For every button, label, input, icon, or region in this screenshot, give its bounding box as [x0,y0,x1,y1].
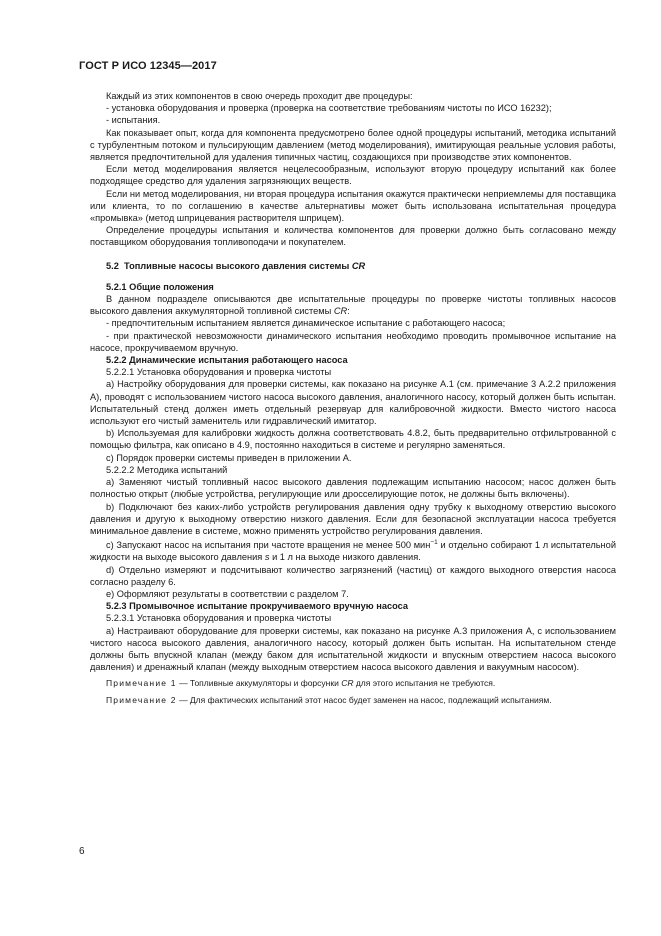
clause-heading: 5.2.3.1 Установка оборудования и проверка чистоты [106,613,332,624]
paragraph: Каждый из этих компонентов в свою очередь проходит две процедуры: [106,91,413,101]
note-label: Примечание 1 [106,678,177,689]
list-item: b) Подключают без каких-либо устройств регулирования давления одну трубку к выходному отверстию высокого давления и другую к выходному отверстию низкого давления. Если для безопасной эксплуатации насоса требуется минимальное давление в системе, можно применять устройство регулирования давления. [90,501,616,536]
text-run: c) Запускают насос на испытания при частоте вращения не менее 500 мин [106,540,431,551]
list-item: d) Отдельно измеряют и подсчитывают количество загрязнений (частиц) от каждого выходного отверстия насоса согласно разделу 6. [90,564,616,587]
list-item: - при практической невозможности динамического испытания необходимо проводить промывочное испытание на насосе, прокручиваемом вручную. [90,330,616,353]
clause-heading: 5.2.2.1 Установка оборудования и проверка чистоты [106,367,332,378]
list-item: - установка оборудования и проверка (проверка на соответствие требованиям чистоты по ИСО 16232); [106,103,552,114]
paragraph: Если метод моделирования является нецелесообразным, используют вторую процедуру испытаний как более подходящее средство для удаления загрязняющих веществ. [90,164,616,187]
text-run: и отдельно собирают 1 л испытательной жидкости на выходе высокого давления [90,540,616,563]
text-italic: s [264,552,270,563]
list-item [90,537,616,563]
note-1 [90,678,616,690]
list-item: a) Заменяют чистый топливный насос высокого давления подлежащим испытанию насосом; насос должен быть полностью открыт (любые устройства, регулирующие или дросселирующие поток, не должны быть включены). [90,477,616,500]
text-italic: CR [333,306,348,317]
note-2 [90,695,616,707]
document-header: ГОСТ Р ИСО 12345—2017 [79,60,217,72]
page-number: 6 [79,846,85,857]
paragraph [90,293,616,317]
subsection-heading-5-2-3: 5.2.3 Промывочное испытание прокручиваемого вручную насоса [106,601,409,612]
section-title-italic: CR [351,260,366,271]
text-run: для этого испытания не требуются. [353,678,496,689]
page-body [90,90,616,706]
subsection-heading-5-2-1: 5.2.1 Общие положения [106,281,214,292]
list-item: - предпочтительным испытанием является динамическое испытание с работающего насоса; [106,318,506,329]
list-item: c) Порядок проверки системы приведен в приложении А. [106,452,352,463]
list-item: b) Используемая для калибровки жидкость должна соответствовать 4.8.2, быть предварительно отфильтрованной с помощью фильтра, как описано в 4.9, постоянно находиться в системе и регулярно заменяться. [90,428,616,451]
paragraph: Если ни метод моделирования, ни вторая процедура испытания окажутся практически неприемлемы для поставщика или клиента, то по соглашению в качестве альтернативы может быть использована испытательная процедура «промывка» (метод шприцевания растворителя шприцем). [90,188,616,224]
section-heading-5-2 [90,260,616,272]
text-italic: CR [341,678,354,689]
superscript: −1 [430,539,438,547]
text-run: и 1 л на выходе низкого давления. [269,552,421,563]
text-run: : [347,306,350,317]
list-item: e) Оформляют результаты в соответствии с разделом 7. [106,589,349,599]
paragraph: Определение процедуры испытания и количества компонентов для проверки должно быть согласовано между поставщиком оборудования топливоподачи и покупателем. [90,225,616,248]
section-number: 5.2 [106,260,119,271]
clause-heading: 5.2.2.2 Методика испытаний [106,464,228,475]
text-run: — Для фактических испытаний этот насос будет заменен на насос, подлежащий испытаниям. [176,694,552,705]
list-item: a) Настраивают оборудование для проверки системы, как показано на рисунке А.3 приложения А, с использованием чистого насоса высокого давления, аналогичного насосу, который должен быть испытан. На испытательном стенде должны быть впускной клапан (между баком для испытательной жидкости и впускным отверстием насоса высокого давления) и дренажный клапан (между выходным отверстием насоса высокого давления и вакуумным насосом). [90,625,616,673]
section-title: Топливные насосы высокого давления системы [124,260,352,271]
paragraph: Как показывает опыт, когда для компонента предусмотрено более одной процедуры испытаний, методика испытаний с турбулентным потоком и пульсирующим давлением (метод моделирования), имитирующая реальные условия работы, является предпочтительной для удаления типичных частиц, создающихся при производстве этих компонентов. [90,127,616,163]
list-item: - испытания. [106,115,161,126]
list-item: a) Настройку оборудования для проверки системы, как показано на рисунке А.1 (см. примечание 3 А.2.2 приложения А), проводят с использованием чистого насоса высокого давления, аналогичного насосу, который должен быть испытан. Испытательный стенд должен иметь отдельный резервуар для калибровочной жидкости. Вместо чистого насоса используют его чистый заменитель или гидравлический имитатор. [90,379,616,427]
note-label: Примечание 2 [106,694,177,705]
text-run: В данном подразделе описываются две испытательные процедуры по проверке чистоты топливных насосов высокого давления аккумуляторной топливной системы [90,294,616,317]
text-run: — Топливные аккумуляторы и форсунки [176,678,342,689]
subsection-heading-5-2-2: 5.2.2 Динамические испытания работающего насоса [106,355,348,366]
